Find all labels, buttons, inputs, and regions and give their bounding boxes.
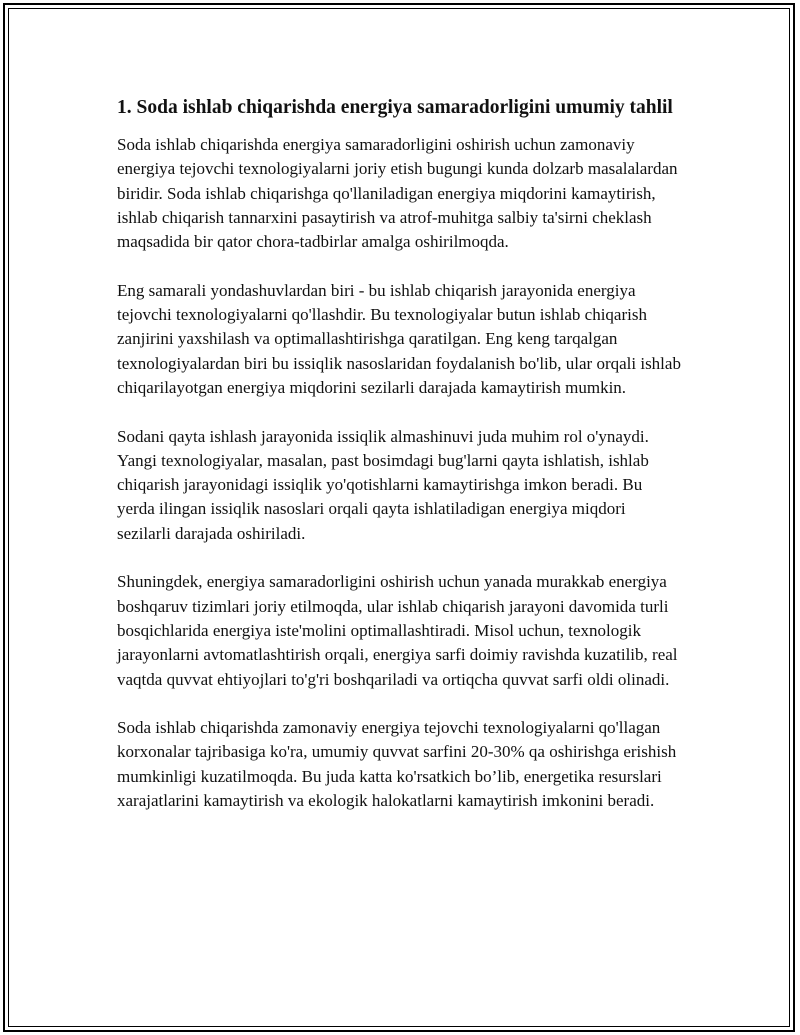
paragraph-5: Soda ishlab chiqarishda zamonaviy energiya tejovchi texnologiyalarni qo'llagan korxonalar tajribasiga ko'ra, umumiy quvvat sarfini 20-30% qa oshirishga erishish mumkinligi kuzatilmoqda. Bu juda katta ko'rsatkich bo’lib, energetika resurslari xarajatlarini kamaytirish va ekologik halokatlarni kamaytirish imkonini beradi. [117, 718, 677, 811]
document-body [117, 95, 682, 838]
section-heading: 1. Soda ishlab chiqarishda energiya samaradorligini umumiy tahlil [117, 97, 673, 118]
paragraph-4: Shuningdek, energiya samaradorligini oshirish uchun yanada murakkab energiya boshqaruv tizimlari joriy etilmoqda, ular ishlab chiqarish jarayoni davomida turli bosqichlarida energiya iste'molini optimallashtiradi. Misol uchun, texnologik jarayonlarni avtomatlashtirish orqali, energiya sarfi doimiy ravishda kuzatilib, real vaqtda quvvat ehtiyojlari to'g'ri boshqariladi va ortiqcha quvvat sarfi oldi olinadi. [117, 572, 678, 689]
paragraph-2: Eng samarali yondashuvlardan biri - bu ishlab chiqarish jarayonida energiya tejovchi texnologiyalarni qo'llashdir. Bu texnologiyalar butun ishlab chiqarish zanjirini yaxshilash va optimallashtirishga qaratilgan. Eng keng tarqalgan texnologiyalardan biri bu issiqlik nasoslaridan foydalanish bo'lib, ular orqali ishlab chiqarilayotgan energiya miqdorini sezilarli darajada kamaytirish mumkin. [117, 280, 681, 397]
paragraph-1: Soda ishlab chiqarishda energiya samaradorligini oshirish uchun zamonaviy energiya tejovchi texnologiyalarni joriy etish bugungi kunda dolzarb masalalardan biridir. Soda ishlab chiqarishga qo'llaniladigan energiya miqdorini kamaytirish, ishlab chiqarish tannarxini pasaytirish va atrof-muhitga salbiy ta'sirni cheklash maqsadida bir qator chora-tadbirlar amalga oshirilmoqda. [117, 135, 678, 252]
paragraph-3: Sodani qayta ishlash jarayonida issiqlik almashinuvi juda muhim rol o'ynaydi. Yangi texnologiyalar, masalan, past bosimdagi bug'larni qayta ishlatish, ishlab chiqarish jarayonidagi issiqlik yo'qotishlarni kamaytirishga imkon beradi. Bu yerda ilingan issiqlik nasoslari orqali qayta ishlatiladigan energiya miqdori sezilarli darajada oshiriladi. [117, 426, 649, 543]
